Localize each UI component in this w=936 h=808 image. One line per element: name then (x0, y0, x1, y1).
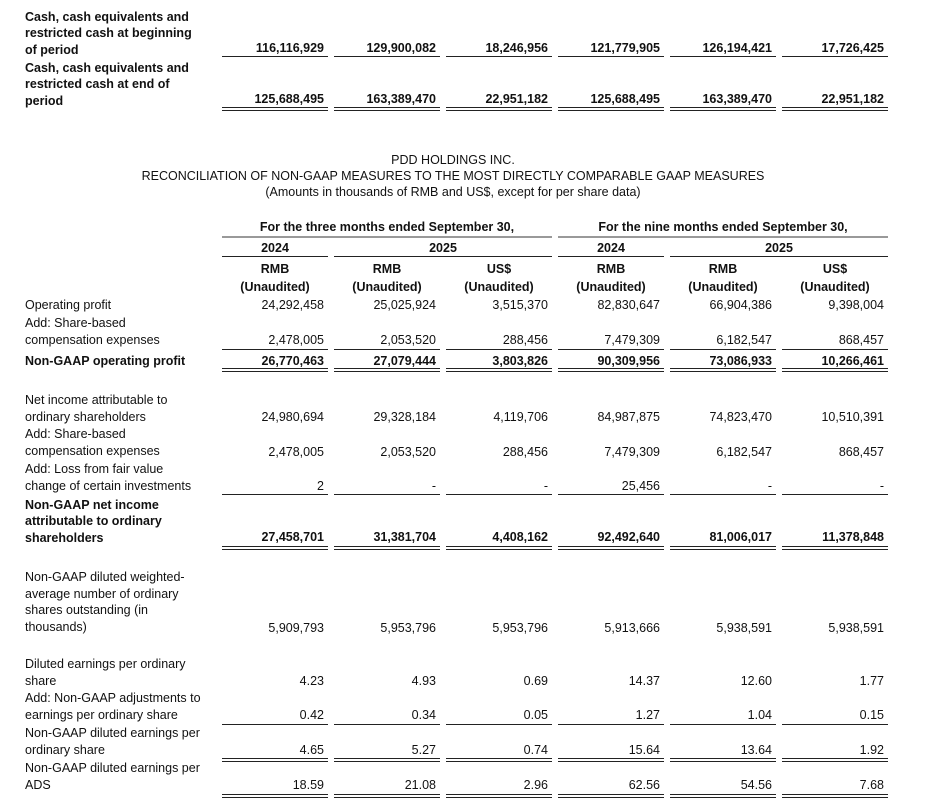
audit-header: (Unaudited) (576, 280, 646, 294)
double-underline (670, 794, 776, 798)
value-cell: 4,408,162 (492, 530, 548, 544)
row-label: average number of ordinary (25, 586, 179, 601)
value-cell: 54.56 (740, 778, 772, 792)
value-cell: 18.59 (292, 778, 324, 792)
year-rule (558, 256, 664, 257)
double-underline (558, 546, 664, 550)
row-label: Non-GAAP diluted earnings per (25, 726, 200, 740)
value-cell: 24,980,694 (261, 410, 324, 424)
value-cell: 4,119,706 (493, 410, 548, 424)
value-cell: 129,900,082 (366, 41, 436, 55)
value-cell: 1.77 (859, 674, 884, 688)
double-underline (222, 794, 328, 798)
value-cell: 17,726,425 (821, 41, 884, 55)
value-cell: 1.92 (859, 743, 884, 757)
value-cell: 125,688,495 (590, 92, 660, 106)
value-cell: - (431, 479, 436, 493)
row-label: Non-GAAP diluted earnings per (25, 761, 200, 775)
value-cell: 9,398,004 (828, 298, 884, 312)
value-cell: - (879, 479, 884, 493)
underline (222, 494, 328, 495)
underline (446, 56, 552, 57)
currency-header: RMB (708, 262, 738, 276)
currency-header: US$ (486, 262, 512, 276)
double-underline (334, 546, 440, 550)
year-header: 2024 (597, 241, 625, 255)
underline (334, 349, 440, 350)
currency-header: RMB (260, 262, 290, 276)
row-label: Cash, cash equivalents and (25, 9, 189, 24)
row-label: Cash, cash equivalents and (25, 60, 189, 75)
currency-header: US$ (822, 262, 848, 276)
value-cell: 82,830,647 (597, 298, 660, 312)
value-cell: 5,909,793 (268, 621, 324, 635)
double-underline (446, 546, 552, 550)
underline (670, 349, 776, 350)
value-cell: 1.27 (635, 708, 660, 722)
double-underline (334, 107, 440, 111)
audit-header: (Unaudited) (800, 280, 870, 294)
underline (782, 724, 888, 725)
row-label: Add: Non-GAAP adjustments to (25, 691, 201, 705)
audit-header: (Unaudited) (688, 280, 758, 294)
value-cell: 5,953,796 (492, 621, 548, 635)
value-cell: 5,913,666 (604, 621, 660, 635)
value-cell: 7,479,309 (604, 445, 660, 459)
audit-header: (Unaudited) (240, 280, 310, 294)
value-cell: 5,953,796 (380, 621, 436, 635)
year-header: 2024 (261, 241, 289, 255)
value-cell: 6,182,547 (716, 445, 772, 459)
currency-header: RMB (596, 262, 626, 276)
value-cell: 868,457 (838, 445, 884, 459)
row-label: change of certain investments (25, 478, 192, 493)
value-cell: 81,006,017 (709, 530, 772, 544)
underline (446, 724, 552, 725)
underline (782, 494, 888, 495)
row-label: Add: Share-based (25, 427, 126, 441)
double-underline (334, 368, 440, 372)
value-cell: 24,292,458 (261, 298, 324, 312)
double-underline (334, 758, 440, 762)
value-cell: 3,515,370 (492, 298, 548, 312)
year-rule (334, 256, 552, 257)
double-underline (782, 758, 888, 762)
year-header: 2025 (429, 241, 457, 255)
row-label: ordinary share (25, 742, 105, 757)
value-cell: 10,510,391 (821, 410, 884, 424)
double-underline (446, 107, 552, 111)
double-underline (558, 794, 664, 798)
value-cell: 163,389,470 (366, 92, 436, 106)
value-cell: 4.93 (411, 674, 436, 688)
value-cell: 29,328,184 (373, 410, 436, 424)
value-cell: 1.04 (747, 708, 772, 722)
double-underline (782, 546, 888, 550)
underline (558, 349, 664, 350)
double-underline (222, 107, 328, 111)
underline (558, 724, 664, 725)
value-cell: 163,389,470 (702, 92, 772, 106)
value-cell: 90,309,956 (597, 354, 660, 368)
value-cell: 21.08 (404, 778, 436, 792)
value-cell: 31,381,704 (373, 530, 436, 544)
header-rule (558, 236, 888, 238)
double-underline (670, 368, 776, 372)
row-label: Operating profit (25, 297, 112, 312)
row-label: Add: Loss from fair value (25, 462, 164, 476)
underline (334, 494, 440, 495)
value-cell: 2,053,520 (380, 333, 436, 347)
value-cell: 116,116,929 (255, 41, 324, 55)
value-cell: 22,951,182 (821, 92, 884, 106)
value-cell: 13.64 (740, 743, 772, 757)
value-cell: 92,492,640 (597, 530, 660, 544)
row-label: Non-GAAP diluted weighted- (25, 570, 185, 584)
period-header-three-months: For the three months ended September 30, (259, 220, 515, 234)
underline (782, 349, 888, 350)
row-label: compensation expenses (25, 443, 160, 458)
value-cell: 2,053,520 (380, 445, 436, 459)
underline (558, 494, 664, 495)
double-underline (558, 758, 664, 762)
audit-header: (Unaudited) (464, 280, 534, 294)
value-cell: 125,688,495 (254, 92, 324, 106)
value-cell: 0.74 (523, 743, 548, 757)
underline (670, 724, 776, 725)
double-underline (670, 546, 776, 550)
value-cell: 62.56 (628, 778, 660, 792)
row-label: period (25, 93, 64, 108)
value-cell: 4.65 (299, 743, 324, 757)
double-underline (782, 368, 888, 372)
value-cell: 73,086,933 (709, 354, 772, 368)
value-cell: 0.42 (299, 708, 324, 722)
period-header-nine-months: For the nine months ended September 30, (598, 220, 848, 234)
value-cell: 25,025,924 (373, 298, 436, 312)
underline (222, 349, 328, 350)
underline (222, 56, 328, 57)
double-underline (670, 107, 776, 111)
row-label: ADS (25, 777, 51, 792)
value-cell: 25,456 (621, 479, 660, 493)
audit-header: (Unaudited) (352, 280, 422, 294)
value-cell: 2.96 (523, 778, 548, 792)
value-cell: 121,779,905 (590, 41, 660, 55)
row-label: of period (25, 42, 79, 57)
row-label: Non-GAAP operating profit (25, 353, 186, 368)
header-rule (222, 236, 552, 238)
underline (334, 56, 440, 57)
value-cell: 27,079,444 (373, 354, 436, 368)
double-underline (222, 758, 328, 762)
row-label: earnings per ordinary share (25, 707, 178, 722)
underline (558, 56, 664, 57)
value-cell: 27,458,701 (261, 530, 324, 544)
underline (222, 724, 328, 725)
value-cell: 2,478,005 (268, 333, 324, 347)
double-underline (446, 758, 552, 762)
value-cell: 288,456 (502, 333, 548, 347)
value-cell: 0.15 (859, 708, 884, 722)
value-cell: 14.37 (628, 674, 660, 688)
double-underline (446, 794, 552, 798)
year-rule (222, 256, 328, 257)
double-underline (782, 794, 888, 798)
row-label: attributable to ordinary (25, 514, 162, 528)
value-cell: 22,951,182 (485, 92, 548, 106)
value-cell: 288,456 (502, 445, 548, 459)
value-cell: 74,823,470 (709, 410, 772, 424)
report-title: RECONCILIATION OF NON-GAAP MEASURES TO THE MOST DIRECTLY COMPARABLE GAAP MEASURES (141, 169, 765, 183)
value-cell: 11,378,848 (822, 530, 884, 544)
value-cell: 12.60 (740, 674, 772, 688)
double-underline (558, 107, 664, 111)
value-cell: 4.23 (299, 674, 324, 688)
value-cell: 7.68 (859, 778, 884, 792)
company-name: PDD HOLDINGS INC. (391, 153, 515, 167)
underline (446, 349, 552, 350)
double-underline (558, 368, 664, 372)
value-cell: 3,803,826 (492, 354, 548, 368)
double-underline (670, 758, 776, 762)
row-label: Add: Share-based (25, 316, 126, 330)
row-label: Net income attributable to (25, 393, 168, 407)
value-cell: 868,457 (838, 333, 884, 347)
row-label: restricted cash at beginning (25, 26, 192, 40)
double-underline (446, 368, 552, 372)
value-cell: 66,904,386 (709, 298, 772, 312)
report-subtitle: (Amounts in thousands of RMB and US$, except for per share data) (265, 185, 641, 199)
value-cell: 0.34 (411, 708, 436, 722)
double-underline (222, 546, 328, 550)
row-label: shares outstanding (in (25, 603, 148, 617)
row-label: ordinary shareholders (25, 409, 146, 424)
row-label: shareholders (25, 530, 104, 545)
value-cell: 84,987,875 (597, 410, 660, 424)
row-label: compensation expenses (25, 332, 160, 347)
year-rule (670, 256, 888, 257)
value-cell: - (543, 479, 548, 493)
value-cell: 15.64 (628, 743, 660, 757)
value-cell: 18,246,956 (485, 41, 548, 55)
row-label: thousands) (25, 619, 87, 634)
row-label: Diluted earnings per ordinary (25, 657, 186, 671)
value-cell: 6,182,547 (716, 333, 772, 347)
value-cell: 2,478,005 (268, 445, 324, 459)
value-cell: 26,770,463 (261, 354, 324, 368)
value-cell: 5,938,591 (828, 621, 884, 635)
double-underline (334, 794, 440, 798)
value-cell: 0.05 (523, 708, 548, 722)
underline (782, 56, 888, 57)
underline (446, 494, 552, 495)
underline (334, 724, 440, 725)
value-cell: 5,938,591 (716, 621, 772, 635)
underline (670, 494, 776, 495)
value-cell: 0.69 (523, 674, 548, 688)
double-underline (222, 368, 328, 372)
value-cell: - (767, 479, 772, 493)
value-cell: 5.27 (411, 743, 436, 757)
underline (670, 56, 776, 57)
double-underline (782, 107, 888, 111)
row-label: restricted cash at end of (25, 77, 170, 91)
value-cell: 7,479,309 (604, 333, 660, 347)
value-cell: 126,194,421 (702, 41, 772, 55)
row-label: Non-GAAP net income (25, 497, 159, 512)
year-header: 2025 (765, 241, 793, 255)
currency-header: RMB (372, 262, 402, 276)
row-label: share (25, 673, 57, 688)
value-cell: 10,266,461 (821, 354, 884, 368)
value-cell: 2 (317, 479, 324, 493)
